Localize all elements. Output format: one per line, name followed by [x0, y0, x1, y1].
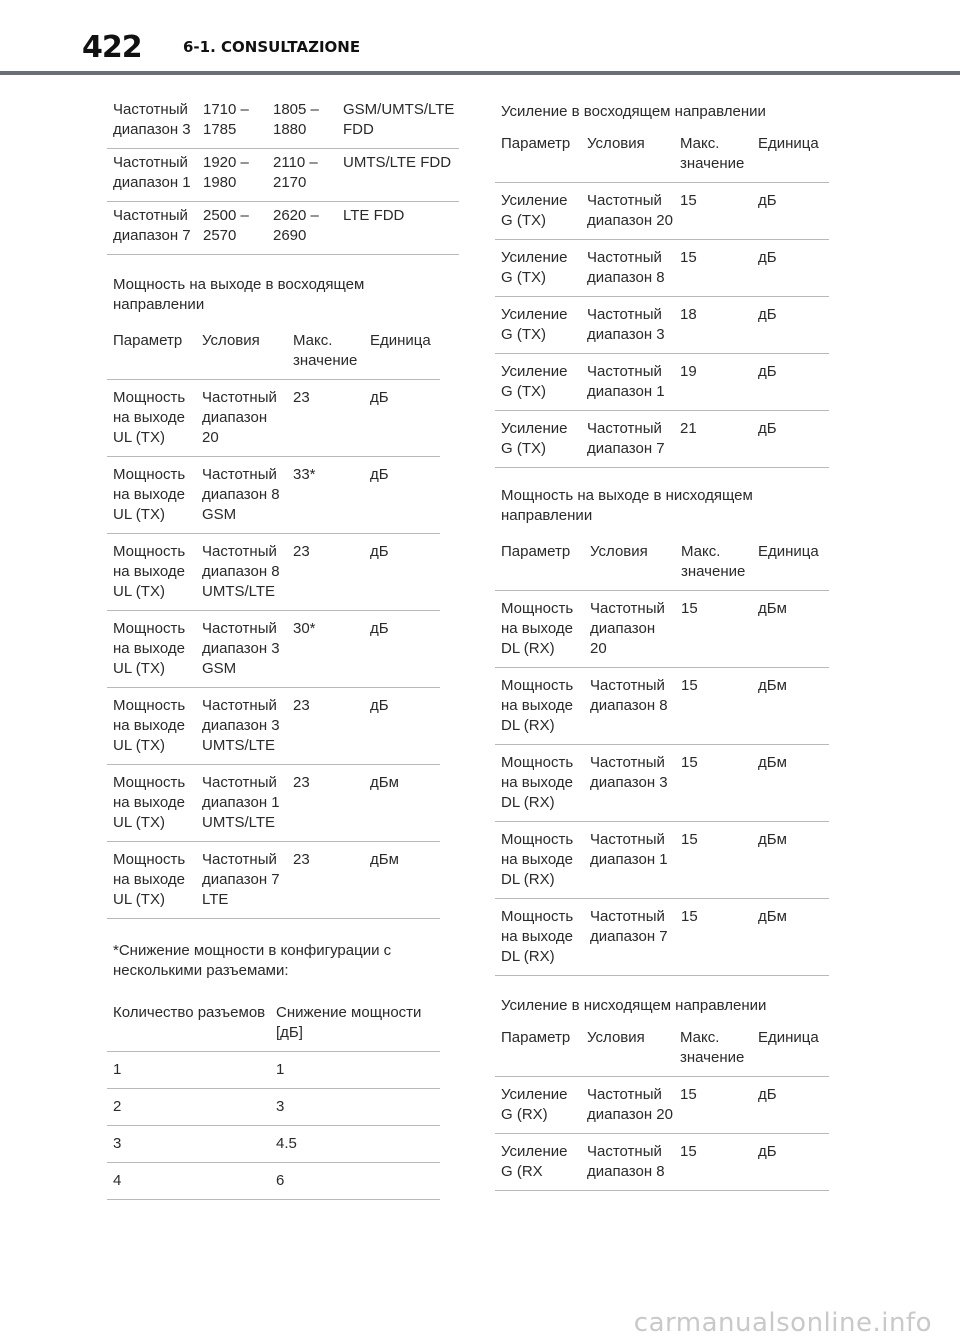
table-cell: 19 [680, 363, 697, 380]
table-cell: Частотный диапазон 1 [587, 363, 665, 400]
table-cell: Усиление G (TX) [501, 249, 568, 286]
table-cell: дБ [758, 363, 777, 380]
column-header: Количество разъемов [113, 1004, 266, 1021]
table-cell: 15 [680, 1143, 697, 1160]
table-cell: Частотный диапазон 3 GSM [202, 620, 280, 677]
table-cell: Мощность на выходе UL (TX) [113, 851, 186, 908]
table-cell: 1710 – 1785 [203, 101, 249, 138]
table-row [495, 822, 829, 899]
table-cell: 30* [293, 620, 316, 637]
table-cell: 2620 – 2690 [273, 207, 319, 244]
table-row [107, 842, 440, 919]
table-cell: Частотный диапазон 1 UMTS/LTE [202, 774, 280, 831]
table-row [107, 688, 440, 765]
dl-gain-table [495, 1018, 829, 1191]
table-cell: Мощность на выходе UL (TX) [113, 389, 186, 446]
column-header: Макс. значение [680, 135, 745, 172]
table-row [107, 765, 440, 842]
table-cell: 23 [293, 543, 310, 560]
table-cell: 23 [293, 697, 310, 714]
column-header: Единица [758, 1029, 819, 1046]
table-cell: Частотный диапазон 7 LTE [202, 851, 280, 908]
table-cell: Частотный диапазон 7 [590, 908, 668, 945]
table-row [107, 1126, 440, 1163]
dl-power-caption: Мощность на выходе в нисходящем направлении [501, 487, 753, 524]
table-cell: Частотный диапазон 8 [590, 677, 668, 714]
table-cell: 4 [113, 1172, 122, 1189]
table-cell: Частотный диапазон 8 GSM [202, 466, 280, 523]
column-header: Параметр [501, 543, 571, 560]
table-cell: Частотный диапазон 1 [113, 154, 191, 191]
table-cell: 21 [680, 420, 697, 437]
table-cell: 2110 – 2170 [273, 154, 318, 191]
table-cell: Мощность на выходе DL (RX) [501, 831, 574, 888]
table-cell: 1 [276, 1061, 285, 1078]
watermark: carmanualsonline.info [633, 1308, 932, 1338]
dl-power-table [495, 532, 829, 976]
table-cell: Частотный диапазон 3 [587, 306, 665, 343]
table-cell: Частотный диапазон 3 [590, 754, 668, 791]
column-header: Параметр [501, 135, 571, 152]
table-cell: Мощность на выходе DL (RX) [501, 600, 574, 657]
table-cell: дБ [758, 1086, 777, 1103]
dl-gain-caption: Усиление в нисходящем направлении [501, 997, 767, 1014]
column-header: Макс. значение [680, 1029, 745, 1066]
table-cell: 15 [680, 192, 697, 209]
column-header: Единица [370, 332, 431, 349]
table-cell: 15 [680, 1086, 697, 1103]
table-cell: Усиление G (RX [501, 1143, 568, 1180]
table-row [495, 411, 829, 468]
table-row [495, 899, 829, 976]
table-cell: 2500 – 2570 [203, 207, 249, 244]
power-reduction-table [107, 993, 440, 1200]
column-header: Условия [587, 1029, 645, 1046]
table-cell: дБм [758, 600, 787, 617]
page-footer [0, 1290, 960, 1342]
table-row [107, 96, 459, 149]
table-cell: Частотный диапазон 1 [590, 831, 668, 868]
table-cell: 18 [680, 306, 697, 323]
table-cell: Мощность на выходе UL (TX) [113, 543, 186, 600]
table-cell: 15 [681, 754, 698, 771]
table-cell: Усиление G (TX) [501, 192, 568, 229]
column-header: Параметр [501, 1029, 571, 1046]
table-cell: Частотный диапазон 20 [590, 600, 665, 657]
table-cell: 15 [681, 600, 698, 617]
table-row [107, 1163, 440, 1200]
table-cell: Частотный диапазон 8 UMTS/LTE [202, 543, 280, 600]
table-cell: Усиление G (TX) [501, 306, 568, 343]
table-cell: дБ [370, 620, 389, 637]
table-cell: Мощность на выходе UL (TX) [113, 697, 186, 754]
table-cell: Частотный диапазон 3 [113, 101, 191, 138]
frequency-band-table [107, 96, 459, 255]
page-number: 422 [82, 30, 142, 65]
table-cell: 15 [681, 677, 698, 694]
table-cell: Частотный диапазон 20 [202, 389, 277, 446]
column-header: Снижение мощности [дБ] [276, 1004, 422, 1041]
table-row [107, 1089, 440, 1126]
table-cell: Частотный диапазон 20 [587, 1086, 673, 1123]
table-cell: 33* [293, 466, 316, 483]
column-header: Параметр [113, 332, 183, 349]
column-header: Условия [587, 135, 645, 152]
footnote: *Снижение мощности в конфигурации с несколькими разъемами: [113, 942, 392, 979]
ul-gain-table [495, 124, 829, 468]
table-cell: Усиление G (RX) [501, 1086, 568, 1123]
table-cell: 2 [113, 1098, 122, 1115]
table-row [107, 149, 459, 202]
table-cell: дБ [758, 420, 777, 437]
ul-power-caption: Мощность на выходе в восходящем направлении [113, 276, 365, 313]
right-column [501, 96, 829, 1191]
ul-power-table [107, 321, 440, 919]
column-header: Условия [202, 332, 260, 349]
table-cell: 1920 – 1980 [203, 154, 249, 191]
table-cell: 15 [680, 249, 697, 266]
table-cell: дБ [758, 192, 777, 209]
table-cell: дБм [758, 677, 787, 694]
table-cell: Усиление G (TX) [501, 363, 568, 400]
table-row [107, 457, 440, 534]
table-cell: дБ [370, 389, 389, 406]
table-cell: Мощность на выходе UL (TX) [113, 466, 186, 523]
column-header: Условия [590, 543, 648, 560]
table-cell: Частотный диапазон 7 [587, 420, 665, 457]
table-cell: 1 [113, 1061, 122, 1078]
column-header: Макс. значение [293, 332, 358, 369]
table-cell: 15 [681, 831, 698, 848]
table-cell: дБ [370, 697, 389, 714]
table-cell: Частотный диапазон 8 [587, 249, 665, 286]
table-row [495, 1077, 829, 1134]
table-cell: GSM/UMTS/LTE FDD [343, 101, 455, 138]
table-cell: дБм [370, 851, 399, 868]
column-header: Единица [758, 135, 819, 152]
column-header: Единица [758, 543, 819, 560]
table-cell: 23 [293, 774, 310, 791]
table-row [495, 668, 829, 745]
table-cell: Мощность на выходе DL (RX) [501, 754, 574, 811]
table-cell: Мощность на выходе UL (TX) [113, 620, 186, 677]
table-cell: дБм [758, 831, 787, 848]
table-cell: Мощность на выходе DL (RX) [501, 677, 574, 734]
table-cell: 23 [293, 389, 310, 406]
column-header: Макс. значение [681, 543, 746, 580]
table-row [495, 183, 829, 240]
table-cell: 1805 – 1880 [273, 101, 319, 138]
table-cell: UMTS/LTE FDD [343, 154, 452, 171]
table-cell: дБ [370, 466, 389, 483]
table-cell: 3 [113, 1135, 122, 1152]
table-cell: Усиление G (TX) [501, 420, 568, 457]
table-cell: дБ [758, 249, 777, 266]
table-cell: Частотный диапазон 20 [587, 192, 673, 229]
header-divider [0, 71, 960, 75]
ul-gain-caption: Усиление в восходящем направлении [501, 103, 766, 120]
table-row [495, 240, 829, 297]
table-row [107, 611, 440, 688]
table-cell: 15 [681, 908, 698, 925]
table-cell: Мощность на выходе DL (RX) [501, 908, 574, 965]
table-cell: 3 [276, 1098, 285, 1115]
table-cell: Частотный диапазон 3 UMTS/LTE [202, 697, 280, 754]
table-cell: 6 [276, 1172, 285, 1189]
page-header [0, 0, 960, 76]
table-cell: дБ [758, 1143, 777, 1160]
table-row [107, 202, 459, 255]
table-cell: Частотный диапазон 7 [113, 207, 191, 244]
left-column [113, 96, 465, 1200]
table-cell: Частотный диапазон 8 [587, 1143, 665, 1180]
table-cell: дБм [370, 774, 399, 791]
table-cell: дБм [758, 754, 787, 771]
table-cell: Мощность на выходе UL (TX) [113, 774, 186, 831]
table-row [495, 745, 829, 822]
table-cell: дБм [758, 908, 787, 925]
table-cell: 4.5 [276, 1135, 297, 1152]
table-row [107, 534, 440, 611]
table-row [107, 380, 440, 457]
table-row [495, 591, 829, 668]
table-row [495, 297, 829, 354]
table-cell: дБ [370, 543, 389, 560]
table-cell: 23 [293, 851, 310, 868]
table-cell: LTE FDD [343, 207, 405, 224]
table-row [495, 1134, 829, 1191]
section-title: 6-1. CONSULTAZIONE [183, 38, 361, 56]
table-row [107, 1052, 440, 1089]
table-cell: дБ [758, 306, 777, 323]
table-row [495, 354, 829, 411]
